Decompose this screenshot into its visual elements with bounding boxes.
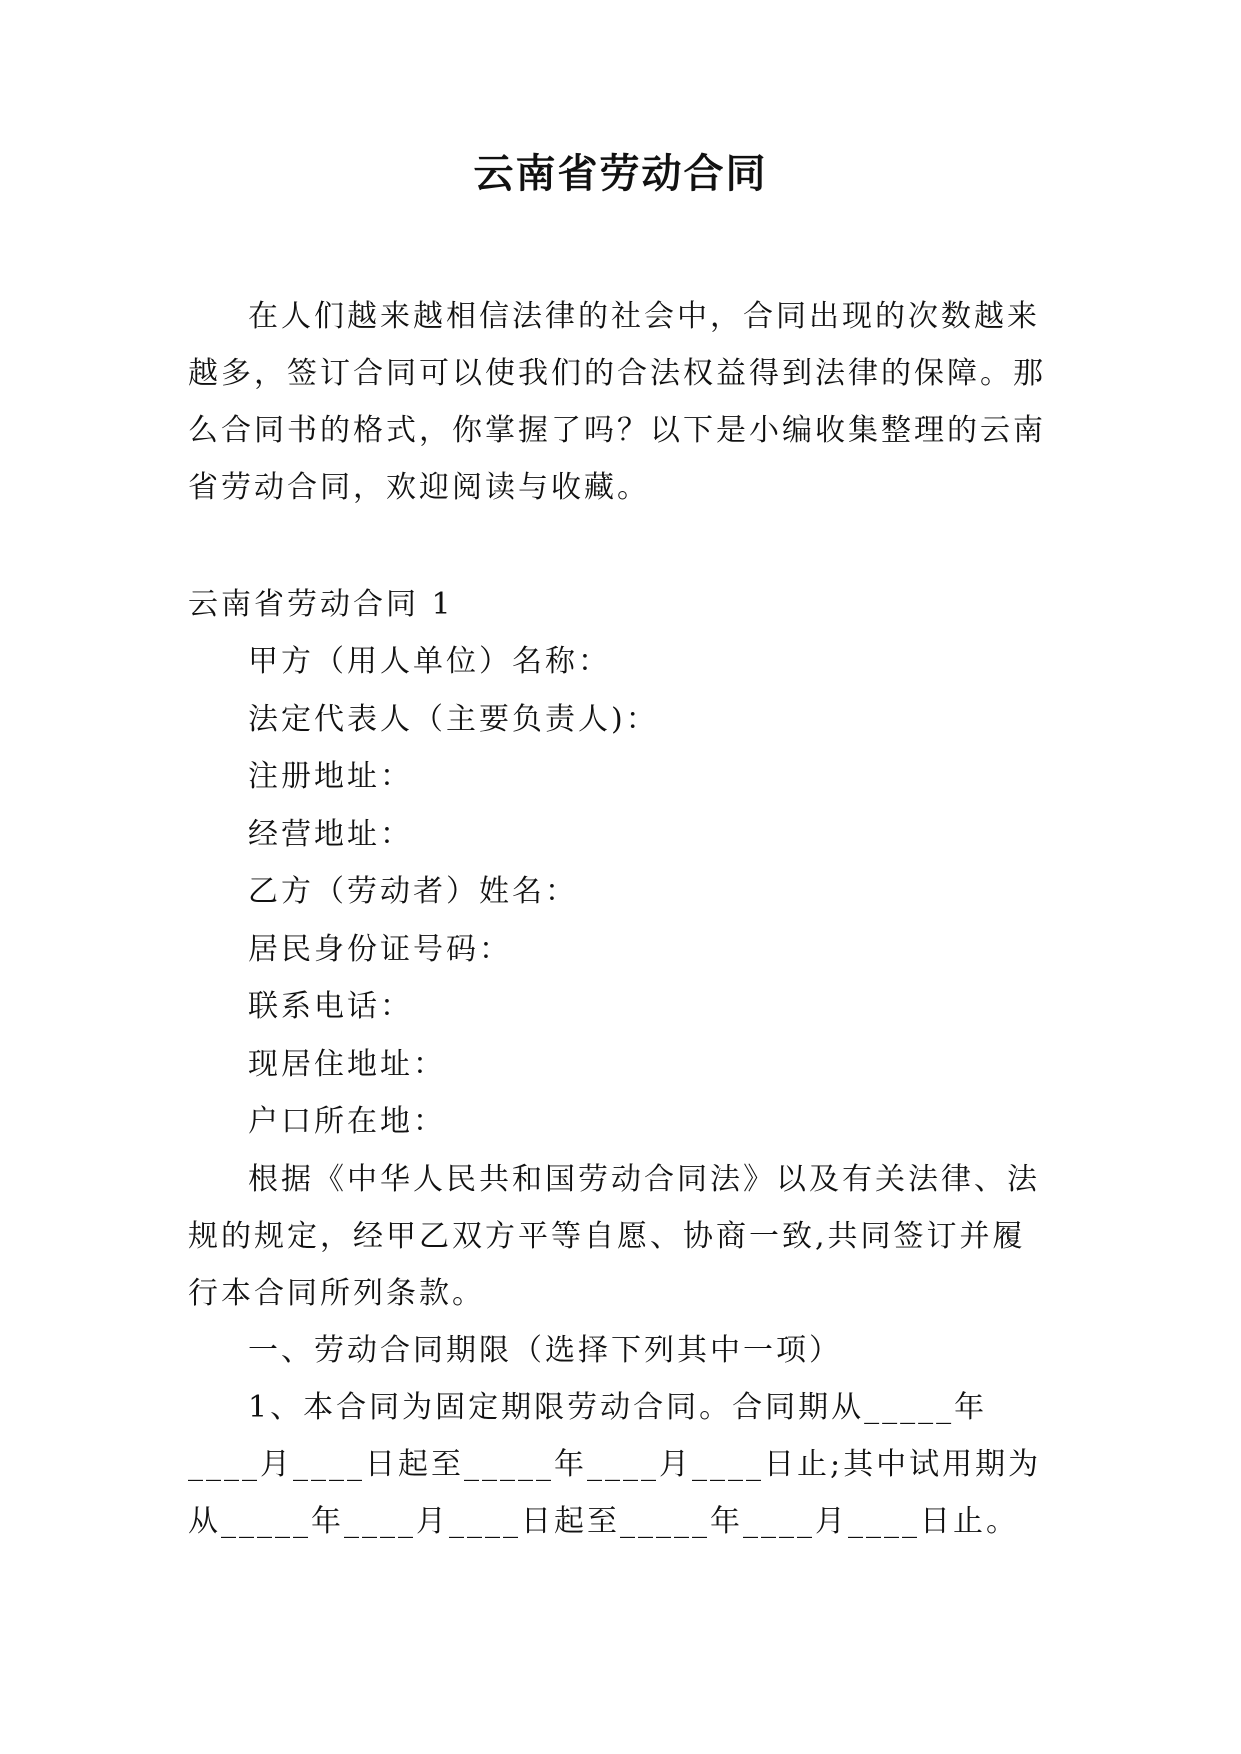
field-legal-representative: 法定代表人（主要负责人)： (248, 701, 659, 737)
intro-paragraph: 在人们越来越相信法律的社会中，合同出现的次数越来越多，签订合同可以使我们的合法权益得到法律的保障。那么合同书的格式，你掌握了吗？以下是小编收集整理的云南省劳动合同，欢迎阅读与收藏。 (188, 299, 1046, 505)
field-current-address: 现居住地址： (248, 1046, 446, 1082)
field-household-registration: 户口所在地： (248, 1104, 446, 1139)
document-body (188, 288, 1050, 1550)
field-id-number: 居民身份证号码： (248, 931, 512, 967)
field-employee-name: 乙方（劳动者）姓名： (248, 874, 578, 909)
field-employer-name: 甲方（用人单位）名称： (248, 644, 611, 679)
clause-1-paragraph: 1、本合同为固定期限劳动合同。合同期从_____年____月____日起至_____年____月____日止;其中试用期为从_____年____月____日起至_____年____月____日止。 (188, 1389, 1042, 1539)
field-registered-address: 注册地址： (248, 759, 413, 794)
section-heading: 云南省劳动合同 1 (188, 587, 454, 622)
field-phone: 联系电话： (248, 989, 413, 1024)
field-business-address: 经营地址： (248, 816, 413, 852)
document-title: 云南省劳动合同 (473, 150, 768, 197)
clause-heading: 一、劳动合同期限（选择下列其中一项） (248, 1332, 842, 1368)
basis-paragraph: 根据《中华人民共和国劳动合同法》以及有关法律、法规的规定，经甲乙双方平等自愿、协商一致,共同签订并履行本合同所列条款。 (188, 1161, 1040, 1311)
